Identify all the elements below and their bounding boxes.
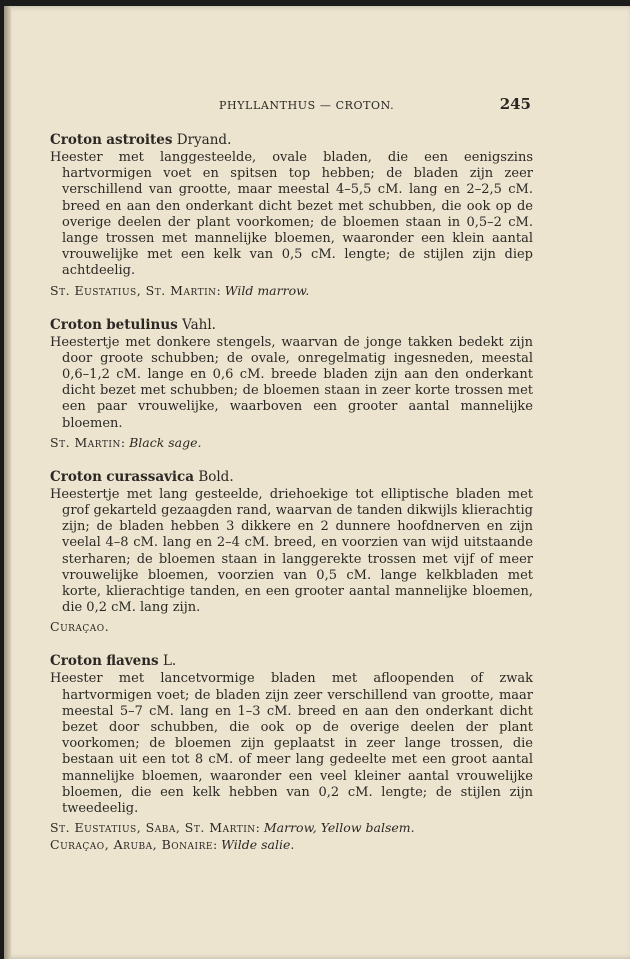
locality-line: St. Martin: Black sage. bbox=[50, 434, 202, 450]
genus-name: Croton bbox=[50, 468, 102, 485]
locality-places: Curaçao, Aruba, Bonaire bbox=[50, 837, 213, 853]
species-author: Vahl. bbox=[182, 316, 216, 333]
locality-places: St. Martin bbox=[50, 434, 121, 450]
species-epithet: flavens bbox=[106, 653, 159, 670]
species-description: Heester met langgesteelde, ovale bladen, die een eenigszins hartvormigen voet en spitsen top hebben; de bladen zijn zeer verschillend van grootte, maar meestal 4–5,5 cM. lang en 2–2,5 cM. breed en aan den onderkant dicht bezet met schubben, die ook op de overige deelen der plant voorkomen; de bloemen staan in 0,5–2 cM. lange trossen met mannelijke bloemen, waaronder een klein aantal vrouwelijke met een kelk van 0,5 cM. lengte; de stijlen zijn diep achtdeelig. bbox=[50, 150, 533, 279]
page-gutter bbox=[4, 6, 11, 959]
locality-places: Curaçao. bbox=[50, 619, 110, 635]
page-content bbox=[50, 131, 533, 870]
genus-name: Croton bbox=[50, 132, 102, 148]
vernacular-name: Black sage. bbox=[129, 434, 202, 450]
page-number: 245 bbox=[499, 95, 531, 113]
species-description: Heestertje met lang gesteelde, driehoekige tot elliptische bladen met grof gekarteld gezaagden rand, waarvan de tanden dikwijls klierachtig zijn; de bladen hebben 3 dikkere en 2 dunnere hoofdnerven en zijn veelal 4–8 cM. lang en 2–4 cM. breed, en voorzien van wijd uitstaande sterharen; de bloemen staan in langgerekte trossen met vijf of meer vrouwelijke bloemen, voorzien van 0,5 cM. lange kelkbladen met korte, klierachtige tanden, en een grooter aantal mannelijke bloemen, die 0,2 cM. lang zijn. bbox=[50, 486, 533, 616]
book-page bbox=[4, 6, 630, 959]
locality-places: St. Eustatius, Saba, St. Martin bbox=[50, 820, 256, 836]
species-entry-croton-betulinus bbox=[50, 316, 533, 451]
species-entry-croton-astroites bbox=[50, 131, 533, 299]
species-author: Dryand. bbox=[176, 132, 232, 148]
species-entry-croton-curassavica bbox=[50, 468, 533, 636]
species-heading bbox=[50, 468, 533, 487]
species-author: L. bbox=[162, 653, 177, 670]
species-entry-croton-flavens bbox=[50, 652, 533, 853]
vernacular-name: Wilde salie. bbox=[221, 837, 295, 853]
species-epithet: betulinus bbox=[106, 316, 178, 333]
species-heading bbox=[50, 316, 533, 335]
locality-line: St. Eustatius, Saba, St. Martin: Marrow, Yellow balsem. bbox=[50, 820, 415, 836]
genus-name: Croton bbox=[50, 316, 102, 333]
species-author: Bold. bbox=[198, 468, 234, 485]
species-heading bbox=[50, 652, 533, 671]
locality-line bbox=[50, 618, 533, 635]
species-heading bbox=[50, 131, 533, 150]
genus-name: Croton bbox=[50, 653, 102, 670]
species-epithet: curassavica bbox=[106, 468, 195, 485]
species-description: Heestertje met donkere stengels, waarvan de jonge takken bedekt zijn door groote schubben; de ovale, onregelmatig ingesneden, meestal 0,6–1,2 cM. lange en 0,6 cM. breede bladen zijn aan den onderkant dicht bezet met schubben; de bloemen staan in zeer korte trossen met een paar vrouwelijke, waarboven een grooter aantal mannelijke bloemen. bbox=[50, 334, 533, 431]
vernacular-name: Marrow, Yellow balsem. bbox=[263, 820, 415, 836]
locality-places: St. Eustatius, St. Martin bbox=[50, 282, 217, 298]
species-description: Heester met lancetvormige bladen met afloopenden of zwak hartvormigen voet; de bladen zijn zeer verschillend van grootte, maar meestal 5–7 cM. lang en 1–3 cM. breed en aan den onderkant dicht bezet door schubben, die ook op de overige deelen der plant voorkomen; de bloemen zijn geplaatst in zeer lange trossen, die bestaan uit een tot 8 cM. of meer lang gedeelte met een groot aantal mannelijke bloemen, waaronder een veel kleiner aantal vrouwelijke bloemen, die een kelk hebben van 0,2 cM. lengte; de stijlen zijn tweedeelig. bbox=[50, 671, 533, 817]
locality-line: St. Eustatius, St. Martin: Wild marrow. bbox=[50, 282, 310, 298]
running-title: PHYLLANTHUS — CROTON. bbox=[219, 99, 395, 112]
vernacular-name: Wild marrow. bbox=[224, 282, 310, 298]
species-epithet: astroites bbox=[106, 132, 173, 148]
locality-line: Curaçao, Aruba, Bonaire: Wilde salie. bbox=[50, 837, 295, 853]
